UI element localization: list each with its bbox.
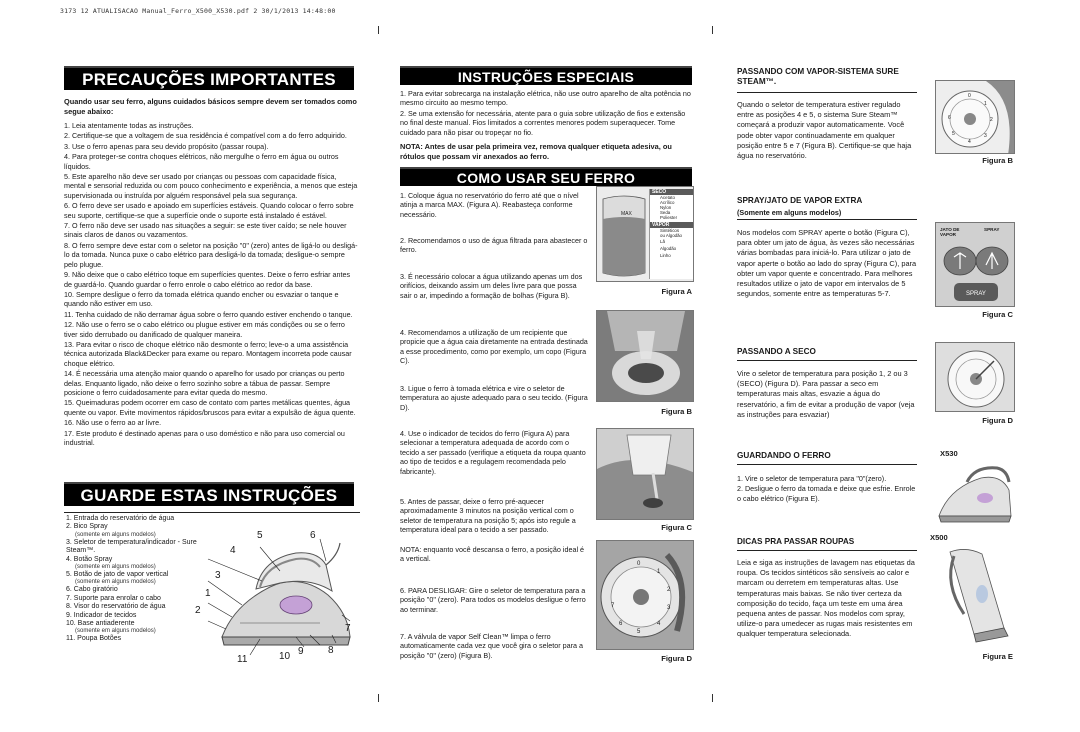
precaution-item: 4. Para proteger-se contra choques elétricos, não mergulhe o ferro em água ou outros líquidos.	[64, 152, 339, 171]
callout-11: 11	[237, 654, 248, 665]
svg-text:0: 0	[968, 93, 971, 99]
iron-x530-image	[935, 460, 1015, 532]
dial-steam-label: VAPOR	[650, 222, 693, 228]
spray-title: SPRAY/JATO DE VAPOR EXTRA	[737, 196, 863, 205]
special-item: 2. Se uma extensão for necessária, atente para o guia sobre utilização de fios e extensão no final deste manual. Fios limitados a correntes menores podem superaquecer. Tome cuidado para não pisar ou tropeçar no fio.	[400, 108, 686, 137]
part-item: 4. Botão Spray	[66, 555, 113, 563]
store-item: 2. Desligue o ferro da tomada e deixe que esfrie. Enrole o cabo elétrico (Figura E).	[737, 484, 916, 503]
figure-c-right-buttons	[935, 222, 1015, 307]
figure-e-label: Figura E	[982, 652, 1013, 661]
divider	[737, 92, 917, 93]
figure-b-right-dial	[935, 80, 1015, 154]
keep-instructions-banner: GUARDE ESTAS INSTRUÇÕES	[64, 482, 354, 506]
dry-title: PASSANDO A SECO	[737, 347, 816, 356]
precautions-intro: Quando usar seu ferro, alguns cuidados básicos sempre devem ser tomados como segue abaixo:	[64, 97, 357, 116]
svg-text:3: 3	[984, 133, 987, 139]
part-item: 5. Botão de jato de vapor vertical	[66, 571, 169, 579]
howto-step-3: 3. É necessário colocar a água utilizando apenas um dos orifícios, deixando assim um deles livre para que possa sair o ar, impedindo a formação de bolhas (Figura B).	[400, 272, 583, 300]
callout-7: 7	[345, 623, 351, 634]
precaution-item: 2. Certifique-se que a voltagem de sua residência é compatível com a do ferro adquirido.	[64, 131, 347, 141]
dial-label: Lã	[660, 239, 665, 244]
figure-d-label: Figura D	[661, 654, 692, 663]
sure-steam-text: Quando o seletor de temperatura estiver regulado entre as posições 4 e 5, o sistema Sure Steam™ começará a produzir vapor automaticamente. Você pode obter vapor continuadamente em qualquer posição entre 5 e 7 (Figura B). Certifique-se que haja água no reservatório.	[737, 100, 912, 161]
water-tank-icon	[599, 189, 649, 281]
svg-text:6: 6	[619, 621, 623, 627]
howto-step-7: 5. Antes de passar, deixe o ferro pré-aquecer aproximadamente 3 minutos na posição vertical com o seletor de temperatura na posição 5; após isto regule a temperatura ideal para o tecido a ser passado.	[400, 497, 576, 535]
crop-mark	[378, 26, 379, 34]
model-x530-label: X530	[940, 449, 958, 458]
dial-dry-label: SECO	[650, 189, 693, 195]
howto-step-5: 3. Ligue o ferro à tomada elétrica e vire o seletor de temperatura ao ajuste adequado para o seu tecido. (Figura D).	[400, 384, 588, 412]
howto-step-4: 4. Recomendamos a utilização de um recipiente que propicie que a água caia diretamente na entrada destinada a esse procedimento, como por exemplo, um copo (Figura C).	[400, 328, 588, 366]
svg-text:2: 2	[990, 117, 993, 123]
part-item: 7. Suporte para enrolar o cabo	[66, 594, 161, 602]
callout-5: 5	[257, 530, 263, 541]
how-to-use-banner: COMO USAR SEU FERRO	[400, 167, 692, 186]
precaution-item: 15. Queimaduras podem ocorrer em caso de contato com partes metálicas quentes, água quente ou vapor. Evite movimentos rápidos/bruscos para evitar a expulsão de água quente.	[64, 398, 356, 417]
spray-text: Nos modelos com SPRAY aperte o botão (Figura C), para obter um jato de água, às vezes são necessárias várias bombadas para iniciá-lo. Para utilizar o jato de vapor aperte o botão ao lado do spray (Figura C), para obter um vapor quente e concentrado. Para melhores resultados utilize o jato de vapor em intervalos de 5 segundos, somente entre as temperaturas 5-7.	[737, 228, 917, 299]
svg-text:3: 3	[667, 605, 671, 611]
special-instructions-banner: INSTRUÇÕES ESPECIAIS	[400, 66, 692, 85]
dial-label: ou Algodão	[660, 233, 682, 238]
part-item-note: (somente em alguns modelos)	[75, 564, 156, 571]
figure-d-right-label: Figura D	[982, 416, 1013, 425]
precaution-item: 16. Não use o ferro ao ar livre.	[64, 418, 162, 428]
dial-label: Acrílico	[660, 200, 675, 205]
dial-label: Linho	[660, 253, 671, 258]
svg-text:1: 1	[657, 569, 661, 575]
special-item: 1. Para evitar sobrecarga na instalação elétrica, não use outro aparelho de alta potência no mesmo circuito ao mesmo tempo.	[400, 89, 691, 108]
svg-text:1: 1	[984, 101, 987, 107]
model-x500-label: X500	[930, 533, 948, 542]
divider	[737, 360, 917, 361]
store-item: 1. Vire o seletor de temperatura para "0"(zero).	[737, 474, 887, 483]
dial-label: Algodão	[660, 246, 677, 251]
dial-label: Sintéticos	[660, 228, 680, 233]
svg-text:MAX: MAX	[621, 211, 632, 217]
howto-step-6: 4. Use o indicador de tecidos do ferro (Figura A) para selecionar a temperatura adequada de acordo com o tecido a ser passado (verifique a etiqueta da roupa quanto ao tipo de tecidos e a regulagem recomendada pelo fabricante).	[400, 429, 586, 476]
callout-4: 4	[230, 545, 236, 556]
figure-d-right-dial	[935, 342, 1015, 412]
howto-step-9: 7. A válvula de vapor Self Clean™ limpa o ferro automaticamente cada vez que você gira o seletor para a posição "0" (zero) (Figura B).	[400, 632, 583, 660]
howto-step-1: 1. Coloque água no reservatório do ferro até que o nível atinja a marca MAX. (Figura A). Reabasteça conforme necessário.	[400, 191, 579, 219]
dial-label: Nylon	[660, 205, 672, 210]
cup-pouring-image	[597, 429, 694, 520]
callout-3: 3	[215, 570, 221, 581]
spray-subtitle: (Somente em alguns modelos)	[737, 208, 842, 217]
precautions-list	[64, 121, 359, 448]
figure-c-label: Figura C	[661, 523, 692, 532]
precaution-item: 11. Tenha cuidado de não derramar água sobre o ferro quando estiver enchendo o tanque.	[64, 309, 353, 319]
part-item: 10. Base antiaderente	[66, 620, 135, 628]
dial-label: Poliester	[660, 215, 678, 220]
svg-text:6: 6	[948, 115, 951, 121]
tips-title: DICAS PRA PASSAR ROUPAS	[737, 537, 855, 546]
parts-list	[66, 515, 216, 644]
svg-text:7: 7	[611, 603, 615, 609]
svg-text:4: 4	[657, 621, 661, 627]
part-item: 8. Visor do reservatório de água	[66, 603, 166, 611]
callout-10: 10	[279, 651, 291, 662]
figure-a-dial	[596, 186, 694, 282]
spray-label: SPRAY	[984, 227, 1000, 232]
part-item: 2. Bico Spray	[66, 523, 108, 531]
part-item: 3. Seletor de temperatura/indicador - Sure Steam™.	[66, 538, 197, 555]
sure-steam-title: PASSANDO COM VAPOR-SISTEMA SURE STEAM™.	[737, 67, 899, 86]
dial-label: Acetato	[660, 195, 675, 200]
howto-note: NOTA: enquanto você descansa o ferro, a posição ideal é a vertical.	[400, 545, 585, 564]
svg-text:5: 5	[952, 131, 955, 137]
steam-jet-label: JATO DE VAPOR	[940, 227, 960, 237]
crop-mark	[712, 26, 713, 34]
figure-a-label: Figura A	[661, 287, 692, 296]
dry-dial-image	[936, 343, 1015, 412]
part-item: 6. Cabo giratório	[66, 586, 118, 594]
divider	[737, 219, 917, 220]
figure-c-right-label: Figura C	[982, 310, 1013, 319]
tips-text: Leia e siga as instruções de lavagem nas etiquetas da roupa. Os tecidos sintéticos são sensíveis ao calor e marcam ou derretem em temperaturas altas. Use temperaturas mais baixas. Se não tiver certeza da composição do tecido, faça um teste em uma área pequena antes de passar. Nos modelos com spray, utilize-o para umedecer as rugas mais resistentes em qualquer temperatura selecionada.	[737, 558, 915, 639]
precaution-item: 17. Este produto é destinado apenas para o uso doméstico e não para uso comercial ou industrial.	[64, 428, 345, 447]
divider	[737, 550, 917, 551]
crop-mark	[378, 694, 379, 702]
svg-text:5: 5	[637, 629, 641, 635]
spray-buttons-image	[936, 239, 1015, 307]
iron-x500-image	[930, 544, 1018, 644]
precaution-item: 9. Não deixe que o cabo elétrico toque em superfícies quentes. Deixe o ferro esfriar antes de guardá-lo. Quando guardar o ferro enrole o cabo elétrico ao redor da base.	[64, 270, 351, 289]
precaution-item: 10. Sempre desligue o ferro da tomada elétrica quando encher ou esvaziar o tanque e quando não estiver em uso.	[64, 289, 339, 309]
callout-9: 9	[298, 646, 304, 657]
precaution-item: 13. Para evitar o risco de choque elétrico não desmonte o ferro; leve-o a uma assistência técnica autorizada Black&Decker para exame ou reparo. Montagem incorreta pode causar choque elétrico.	[64, 339, 352, 368]
callout-8: 8	[328, 645, 334, 656]
figure-c-photo	[596, 428, 694, 520]
svg-text:4: 4	[968, 139, 971, 145]
part-item: 9. Indicador de tecidos	[66, 611, 137, 619]
precaution-item: 5. Este aparelho não deve ser usado por crianças ou pessoas com capacidade física, mental e sensorial reduzida ou com pouco conhecimento e experiência, a menos que esteja supervisionada ou instruída por alguém responsável pela sua segurança.	[64, 172, 358, 200]
precautions-banner: PRECAUÇÕES IMPORTANTES	[64, 66, 354, 90]
callout-1: 1	[205, 588, 211, 599]
figure-b-photo	[596, 310, 694, 402]
store-list	[737, 474, 919, 504]
callout-2: 2	[195, 605, 201, 616]
fabric-scale	[649, 189, 693, 279]
crop-mark	[712, 694, 713, 702]
howto-step-8: 6. PARA DESLIGAR: Gire o seletor de temperatura para a posição "0" (zero). Para todos os modelos desligue o ferro ao terminar.	[400, 586, 586, 614]
filling-iron-image	[597, 311, 694, 402]
figure-b-right-label: Figura B	[982, 156, 1013, 165]
precaution-item: 3. Use o ferro apenas para seu devido propósito (passar roupa).	[64, 141, 269, 151]
svg-text:SPRAY: SPRAY	[966, 291, 986, 297]
special-warning: NOTA: Antes de usar pela primeira vez, remova qualquer etiqueta adesiva, ou rótulos que possam vir anexados ao ferro.	[400, 142, 672, 161]
callout-6: 6	[310, 530, 316, 541]
svg-text:0: 0	[637, 561, 641, 567]
part-item: 1. Entrada do reservatório de água	[66, 515, 175, 522]
dry-text: Vire o seletor de temperatura para posição 1, 2 ou 3 (SECO) (Figura D). Para passar a seco em temperaturas mais altas, esvazie a água do reservatório, a fim de evitar a produção de vapor (veja as instruções para esvaziar)	[737, 369, 915, 419]
figure-b-label: Figura B	[661, 407, 692, 416]
file-header: 3173 12 ATUALISACAO Manual_Ferro_X500_X530.pdf 2 30/1/2013 14:48:00	[60, 7, 336, 15]
svg-text:2: 2	[667, 587, 671, 593]
special-list	[400, 89, 692, 138]
howto-step-2: 2. Recomendamos o uso de água filtrada para abastecer o ferro.	[400, 236, 588, 255]
divider	[64, 512, 360, 513]
precaution-item: 14. É necessária uma atenção maior quando o aparelho for usado por crianças ou perto delas. Enquanto ligado, não deixe o ferro sozinho sobre a tábua de passar. Sempre posicione o ferro cuidadosamente para evitar queda do mesmo.	[64, 369, 345, 397]
store-title: GUARDANDO O FERRO	[737, 451, 831, 460]
divider	[737, 464, 917, 465]
temperature-dial-image	[597, 541, 694, 650]
part-item-note: (somente em alguns modelos)	[75, 531, 156, 538]
dial-label: Seda	[660, 210, 671, 215]
precaution-item: 12. Não use o ferro se o cabo elétrico ou plugue estiver em más condições ou se o ferro tiver sido derrubado ou danificado de qualquer maneira.	[64, 320, 345, 339]
steam-dial-image	[936, 81, 1015, 154]
precaution-item: 1. Leia atentamente todas as instruções.	[64, 121, 194, 130]
part-item-note: (somente em alguns modelos)	[75, 628, 156, 635]
part-item: 11. Poupa Botões	[66, 635, 122, 643]
figure-d-photo	[596, 540, 694, 650]
iron-diagram	[200, 525, 360, 670]
precaution-item: 8. O ferro sempre deve estar com o seletor na posição "0" (zero) antes de ligá-lo ou desligá-lo da tomada. Nunca puxe o cabo elétrico para desligá-lo da tomada; desligue-o sempre pelo plugue.	[64, 240, 358, 269]
precaution-item: 7. O ferro não deve ser usado nas situações a seguir: se este tiver caído; se nele houver sinais claros de danos ou vazamentos.	[64, 221, 347, 240]
part-item-note: (somente em alguns modelos)	[75, 579, 156, 586]
precaution-item: 6. O ferro deve ser usado e apoiado em superfícies estáveis. Quando colocar o ferro sobre seu suporte, certifique-se que a superfície onde o suporte está instalado é estável.	[64, 201, 354, 220]
